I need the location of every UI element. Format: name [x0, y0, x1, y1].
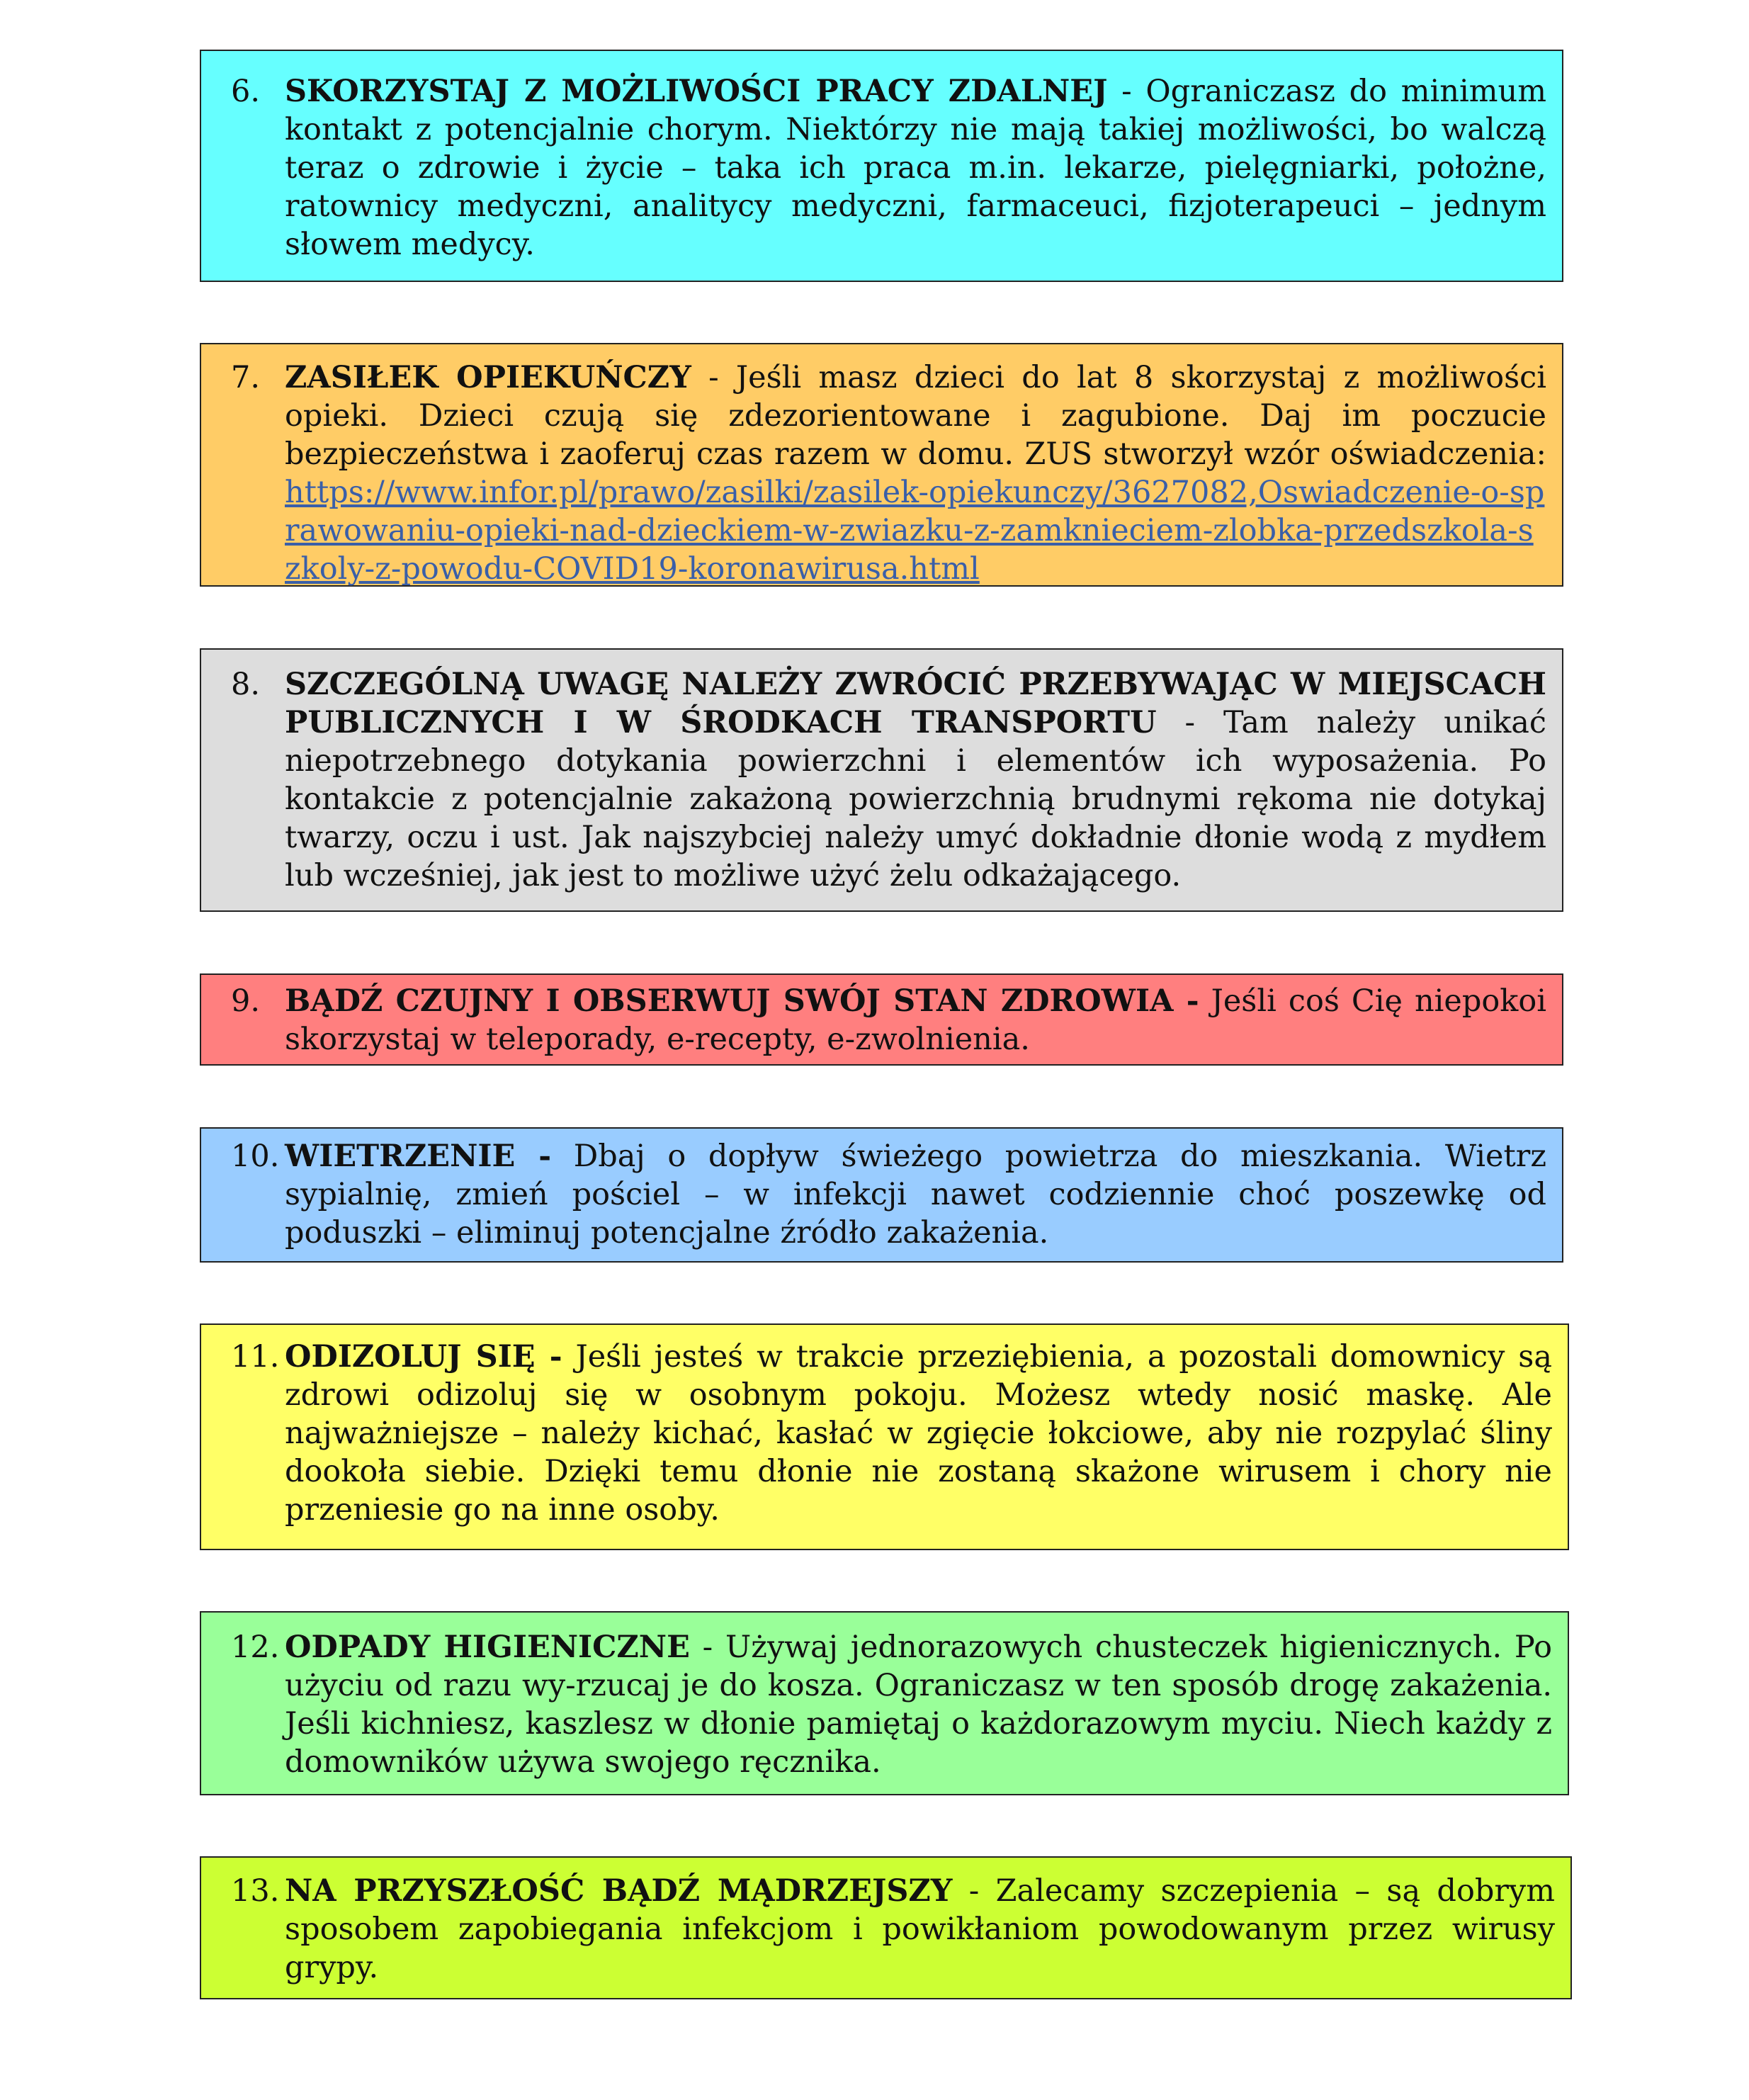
item-6-paragraph: [231, 72, 1546, 264]
item-title: NA PRZYSZŁOŚĆ BĄDŹ MĄDRZEJSZY: [285, 1873, 953, 1909]
item-text: - Ograniczasz do minimum kontakt z potencjalnie chorym. Niektórzy nie mają takiej możliwości, bo walczą teraz o zdrowie i życie – taka ich praca m.in. lekarze, pielęgniarki, położne, ratownicy medyczni, analitycy medyczni, farmaceuci, fizjoterapeuci – jednym słowem medycy.: [285, 74, 1546, 262]
item-number: 13.: [231, 1873, 280, 1909]
item-number: 12.: [231, 1630, 280, 1665]
item-text: - Używaj jednorazowych chusteczek higienicznych. Po użyciu od razu wy-rzucaj je do kosza. Ograniczasz w ten sposób drogę zakażenia. Jeśli kichniesz, kaszlesz w dłonie pamiętaj o każdorazowym myciu. Niech każdy z domowników używa swojego ręcznika.: [285, 1630, 1553, 1780]
item-number: 10.: [231, 1139, 280, 1174]
item-13-paragraph: [231, 1872, 1555, 1987]
item-text: - Zalecamy szczepienia – są dobrym sposobem zapobiegania infekcjom i powikłaniom powodowanym przez wirusy grypy.: [285, 1873, 1555, 1985]
item-text: - Jeśli masz dzieci do lat 8 skorzystaj z możliwości opieki. Dzieci czują się zdezorientowane i zagubione. Daj im poczucie bezpieczeństwa i zaoferuj czas razem w domu. ZUS stworzył wzór oświadczenia:: [285, 360, 1546, 472]
item-box-7: [200, 343, 1563, 587]
item-box-6: [200, 50, 1563, 282]
item-title: BĄDŹ CZUJNY I OBSERWUJ SWÓJ STAN ZDROWIA -: [285, 983, 1199, 1019]
item-title: ZASIŁEK OPIEKUŃCZY: [285, 360, 691, 395]
item-box-8: [200, 648, 1563, 912]
item-title: ODPADY HIGIENICZNE: [285, 1630, 690, 1665]
item-box-12: [200, 1611, 1569, 1795]
item-title: WIETRZENIE -: [285, 1139, 552, 1174]
item-title: SZCZEGÓLNĄ UWAGĘ NALEŻY ZWRÓCIĆ PRZEBYWAJĄC W MIEJSCACH PUBLICZNYCH I W ŚRODKACH TRANSPORTU: [285, 667, 1546, 740]
item-8-paragraph: [231, 665, 1546, 895]
item-12-paragraph: [231, 1628, 1553, 1781]
item-number: 11.: [231, 1339, 280, 1374]
item-box-11: [200, 1323, 1569, 1550]
item-7-paragraph: [231, 359, 1546, 588]
item-number: 9.: [231, 983, 261, 1019]
item-text: - Tam należy unikać niepotrzebnego dotykania powierzchni i elementów ich wyposażenia. Po kontakcie z potencjalnie zakażoną powierzchnią brudnymi rękoma nie dotykaj twarzy, oczu i ust. Jak najszybciej należy umyć dokładnie dłonie wodą z mydłem lub wcześniej, jak jest to możliwe użyć żelu odkażającego.: [285, 705, 1546, 893]
item-number: 6.: [231, 74, 261, 109]
item-box-13: [200, 1856, 1572, 1999]
item-9-paragraph: [231, 982, 1546, 1059]
item-text: Dbaj o dopływ świeżego powietrza do mieszkania. Wietrz sypialnię, zmień pościel – w infekcji nawet codziennie choć poszewkę od poduszki – eliminuj potencjalne źródło zakażenia.: [285, 1139, 1546, 1251]
zus-declaration-link[interactable]: https://www.infor.pl/prawo/zasilki/zasilek-opiekunczy/3627082,Oswiadczenie-o-sprawowaniu-opieki-nad-dzieckiem-w-zwiazku-z-zamknieciem-zlobka-przedszkola-szkoly-z-powodu-COVID19-koronawirusa.html: [285, 475, 1545, 587]
item-title: ODIZOLUJ SIĘ -: [285, 1339, 562, 1374]
item-text: Jeśli coś Cię niepokoi skorzystaj w teleporady, e-recepty, e-zwolnienia.: [285, 983, 1546, 1057]
item-10-paragraph: [231, 1137, 1546, 1252]
item-number: 8.: [231, 667, 261, 702]
item-title: SKORZYSTAJ Z MOŻLIWOŚCI PRACY ZDALNEJ: [285, 74, 1108, 109]
item-text: Jeśli jesteś w trakcie przeziębienia, a pozostali domownicy są zdrowi odizoluj się w osobnym pokoju. Możesz wtedy nosić maskę. Ale najważniejsze – należy kichać, kasłać w zgięcie łokciowe, aby nie rozpylać śliny dookoła siebie. Dzięki temu dłonie nie zostaną skażone wirusem i chory nie przeniesie go na inne osoby.: [285, 1339, 1552, 1528]
item-11-paragraph: [231, 1338, 1552, 1529]
item-box-9: [200, 973, 1563, 1066]
item-number: 7.: [231, 360, 261, 395]
item-box-10: [200, 1127, 1563, 1263]
